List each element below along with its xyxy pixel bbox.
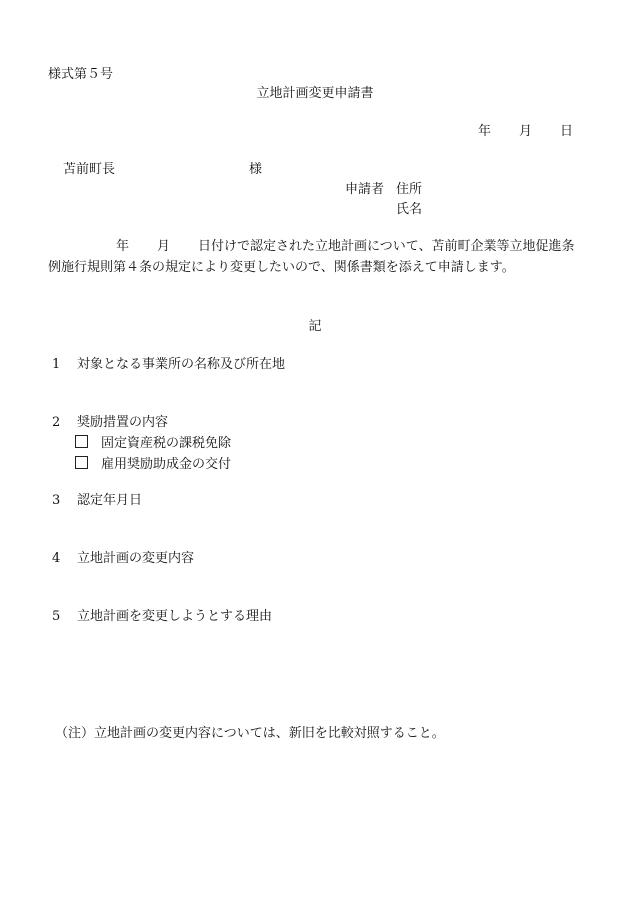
item-label: 立地計画の変更内容 bbox=[77, 551, 195, 566]
date-year: 年 bbox=[478, 124, 492, 139]
body-line-2: 例施行規則第４条の規定により変更したいので、関係書類を添えて申請します。 bbox=[48, 260, 515, 275]
body-month: 月 bbox=[157, 239, 171, 254]
item-number: 3 bbox=[52, 493, 61, 508]
honorific: 様 bbox=[249, 162, 263, 177]
item-label: 対象となる事業所の名称及び所在地 bbox=[77, 357, 286, 372]
application-date bbox=[478, 125, 573, 138]
date-day: 日 bbox=[560, 124, 574, 139]
checkbox[interactable] bbox=[75, 435, 88, 448]
measure-option-employment-grant[interactable] bbox=[75, 456, 231, 471]
item-facility bbox=[52, 358, 285, 371]
measure-label: 固定資産税の課税免除 bbox=[101, 436, 232, 451]
form-number: 様式第５号 bbox=[48, 67, 114, 82]
applicant-name-label: 氏名 bbox=[396, 202, 423, 217]
applicant-address-label: 住所 bbox=[396, 182, 423, 197]
item-certification-date bbox=[52, 494, 142, 507]
date-month: 月 bbox=[519, 124, 533, 139]
body-line-1-rest: 日付けで認定された立地計画について、苫前町企業等立地促進条 bbox=[198, 239, 575, 254]
item-label: 立地計画を変更しようとする理由 bbox=[77, 609, 273, 624]
body-year: 年 bbox=[116, 239, 130, 254]
item-change-reason bbox=[52, 610, 272, 623]
item-label: 奨励措置の内容 bbox=[77, 415, 169, 430]
footnote: （注）立地計画の変更内容については、新旧を比較対照すること。 bbox=[55, 726, 445, 741]
ki-heading: 記 bbox=[308, 319, 322, 334]
measure-option-tax-exemption[interactable] bbox=[75, 435, 231, 450]
item-change-details bbox=[52, 552, 194, 565]
item-number: 5 bbox=[52, 609, 61, 624]
item-measures bbox=[52, 416, 168, 429]
item-number: 1 bbox=[52, 357, 61, 372]
addressee: 苫前町長 bbox=[63, 162, 116, 177]
item-number: 2 bbox=[52, 415, 61, 430]
document-title: 立地計画変更申請書 bbox=[256, 86, 374, 101]
checkbox[interactable] bbox=[75, 456, 88, 469]
item-number: 4 bbox=[52, 551, 61, 566]
applicant-label: 申請者 bbox=[345, 182, 385, 197]
measure-label: 雇用奨励助成金の交付 bbox=[101, 457, 232, 472]
item-label: 認定年月日 bbox=[77, 493, 143, 508]
body-line-1 bbox=[116, 240, 575, 253]
